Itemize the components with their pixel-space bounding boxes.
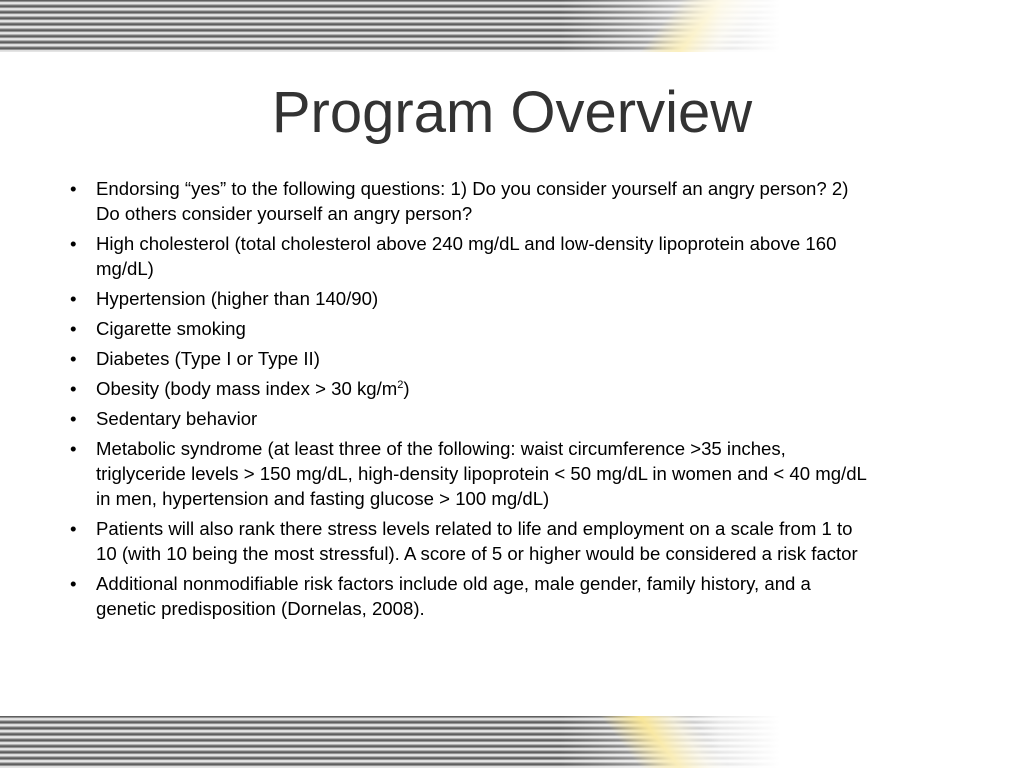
top-decorative-band bbox=[0, 0, 1024, 52]
bullet-item bbox=[70, 436, 870, 511]
bullet-icon: • bbox=[70, 288, 77, 309]
bullet-text: Sedentary behavior bbox=[96, 408, 258, 429]
bullet-item bbox=[70, 376, 870, 401]
bullet-item bbox=[70, 516, 870, 566]
bullet-item bbox=[70, 406, 870, 431]
bullet-text: Endorsing “yes” to the following questions: 1) Do you consider yourself an angry person? 2) Do others consider yourself an angry person? bbox=[96, 178, 849, 224]
bullet-icon: • bbox=[70, 573, 77, 594]
bullet-item bbox=[70, 316, 870, 341]
superscript: 2 bbox=[397, 378, 404, 391]
slide-title: Program Overview bbox=[271, 80, 753, 145]
bullet-item bbox=[70, 176, 870, 226]
bullet-text: Patients will also rank there stress levels related to life and employment on a scale from 1 to 10 (with 10 being the most stressful). A score of 5 or higher would be considered a risk factor bbox=[96, 518, 858, 564]
bullet-item bbox=[70, 231, 870, 281]
bullet-icon: • bbox=[70, 378, 77, 399]
bullet-icon: • bbox=[70, 233, 77, 254]
bullet-item bbox=[70, 571, 870, 621]
bullet-text: Metabolic syndrome (at least three of the following: waist circumference >35 inches, triglyceride levels > 150 mg/dL, high-density lipoprotein < 50 mg/dL in women and < 40 mg/dL in men, hypertension and fasting glucose > 100 mg/dL) bbox=[96, 438, 867, 509]
bullet-item bbox=[70, 286, 870, 311]
bullet-list bbox=[70, 176, 870, 626]
bullet-text: High cholesterol (total cholesterol above 240 mg/dL and low-density lipoprotein above 160 mg/dL) bbox=[96, 233, 837, 279]
bullet-icon: • bbox=[70, 348, 77, 369]
bottom-decorative-band bbox=[0, 716, 1024, 768]
bullet-text: Cigarette smoking bbox=[96, 318, 246, 339]
bullet-text: Additional nonmodifiable risk factors include old age, male gender, family history, and a genetic predisposition (Dornelas, 2008). bbox=[96, 573, 811, 619]
bullet-icon: • bbox=[70, 518, 77, 539]
bullet-icon: • bbox=[70, 438, 77, 459]
bullet-icon: • bbox=[70, 318, 77, 339]
bullet-item bbox=[70, 346, 870, 371]
bullet-icon: • bbox=[70, 178, 77, 199]
bullet-text: Diabetes (Type I or Type II) bbox=[96, 348, 320, 369]
bullet-text-wrapper bbox=[96, 378, 410, 399]
bullet-text: Obesity (body mass index > 30 kg/m bbox=[96, 378, 398, 399]
bullet-icon: • bbox=[70, 408, 77, 429]
bullet-text-tail: ) bbox=[403, 378, 410, 399]
bullet-text: Hypertension (higher than 140/90) bbox=[96, 288, 379, 309]
